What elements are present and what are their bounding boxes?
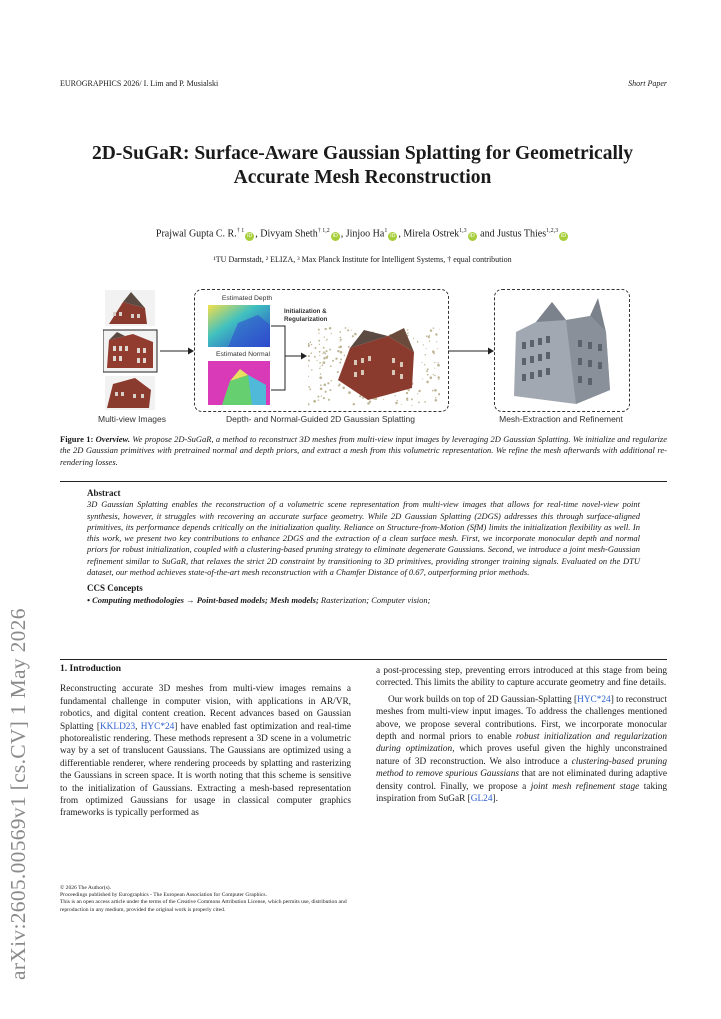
gaussian-point (426, 348, 427, 349)
gaussian-point (344, 355, 346, 357)
gaussian-point (436, 341, 437, 342)
gaussian-point (332, 360, 334, 362)
gaussian-point (417, 341, 419, 343)
gaussian-point (347, 329, 349, 331)
gaussian-point (318, 333, 319, 334)
depth-map-image (208, 305, 270, 347)
gaussian-point (411, 398, 413, 400)
gaussian-point (369, 400, 371, 402)
gaussian-point (430, 329, 433, 332)
gaussian-point (310, 352, 312, 354)
author-affiliation-mark: 1,3 (459, 228, 467, 234)
gaussian-point (434, 389, 437, 392)
gaussian-point (408, 389, 410, 391)
gaussian-point (320, 387, 323, 390)
gaussian-point (437, 376, 440, 379)
gaussian-point (324, 352, 326, 354)
gaussian-point (323, 397, 325, 399)
gaussian-point (326, 339, 328, 341)
gaussian-point (311, 344, 312, 345)
citation-link[interactable]: GL24 (470, 794, 493, 805)
gaussian-point (320, 366, 321, 367)
gaussian-point (311, 369, 313, 371)
gaussian-point (434, 368, 435, 369)
gaussian-point (308, 355, 310, 357)
running-header-right: Short Paper (628, 79, 667, 88)
view-thumbnail (105, 290, 155, 326)
gaussian-point (427, 369, 428, 370)
gaussian-point (318, 399, 319, 400)
caption-text: We propose 2D-SuGaR, a method to reconstruct 3D meshes from multi-view input images by leveraging 2D Gaussian Splatting. We initialize and regularize the 2D Gaussian primitives with pretrained normal and depth priors, and extract a mesh from this volumetric representation. We refine the mesh afterwards with additional re-rendering losses. (60, 434, 667, 467)
init-reg-line-1: Initialization & (284, 308, 327, 315)
gaussian-point (320, 373, 322, 375)
author-name: Prajwal Gupta C. R. (155, 228, 237, 240)
author-affiliation-mark: 1,2,3 (546, 228, 559, 234)
orcid-icon[interactable]: iD (390, 233, 396, 240)
gaussian-point (315, 347, 317, 349)
gaussian-point (383, 399, 384, 400)
gaussian-point (327, 382, 329, 384)
gaussian-point (317, 396, 319, 398)
right-stage-label: Mesh-Extraction and Refinement (499, 414, 623, 424)
gaussian-point (423, 344, 424, 345)
gaussian-point (318, 329, 320, 331)
gaussian-point (310, 341, 312, 343)
gaussian-point (407, 332, 409, 334)
gaussian-point (339, 383, 341, 385)
gaussian-point (318, 340, 320, 342)
gaussian-point (327, 355, 328, 356)
author-name: Jinjoo Ha (345, 228, 385, 240)
citation-link[interactable]: HYC*24 (140, 721, 175, 732)
gaussian-point (435, 397, 436, 398)
running-header-left: EUROGRAPHICS 2026/ I. Lim and P. Musialski (60, 79, 219, 88)
orcid-icon[interactable]: iD (469, 233, 475, 240)
gaussian-point (308, 386, 310, 388)
copyright-footer (60, 885, 352, 914)
gaussian-point (348, 346, 350, 348)
gaussian-point (345, 327, 347, 329)
gaussian-point (309, 389, 310, 390)
gaussian-point (338, 346, 340, 348)
gaussian-point (337, 351, 339, 353)
gaussian-point (438, 379, 439, 380)
gaussian-point (321, 396, 322, 397)
multi-view-label: Multi-view Images (97, 414, 167, 424)
ccs-bold: • Computing methodologies → Point-based models; Mesh models; (87, 594, 319, 605)
gaussian-point (340, 358, 342, 360)
gaussian-point (308, 376, 309, 377)
gaussian-point (422, 378, 423, 379)
gaussian-point (439, 329, 440, 330)
gaussian-point (328, 399, 330, 401)
gaussian-point (322, 353, 323, 354)
gaussian-point (330, 365, 332, 367)
divider (60, 659, 667, 660)
right-column (376, 665, 667, 805)
abstract-text: 3D Gaussian Splatting enables the reconstruction of a volumetric scene representation from multi-view images that allows for real-time novel-view point synthesis, however, it struggles with recovering an accurate surface geometry. While 2D Gaussian Splatting (2DGS) addresses this through surface-aligned primitives, its performance depends critically on the initialization quality. Reliance on Structure-from-Motion (SfM) limits the initialization flexibility as well. In this work, we present two key contributions to enhance 2DGS and the extraction of a clean surface mesh. First, we incorporate monocular depth and normal priors for robust initialization, coupled with a clustering-based pruning strategy to eliminate degenerate Gaussians. Second, we introduce a joint mesh-Gaussian refinement similar to SuGaR, that relaxes the strict 2D constraint by transitioning to 3D primitives, providing stronger training signals. Evaluated on the DTU dataset, our method achieves state-of-the-art mesh reconstruction with a Chamfer Distance of 0.67, outperforming prior methods. (87, 499, 640, 578)
gaussian-point (329, 349, 331, 351)
gaussian-point (433, 374, 434, 375)
gaussian-point (329, 389, 331, 391)
gaussian-point (425, 354, 426, 355)
author-name: and Justus Thies (480, 228, 547, 240)
footer-line: This is an open access article under the terms of the Creative Commons Attribution License, which permits use, distribution and reproduction in any medium, provided the original work is properly cited. (60, 899, 347, 913)
gaussian-point (437, 364, 440, 367)
gaussian-point (313, 400, 316, 403)
gaussian-point (323, 347, 325, 349)
title-line-1: 2D-SuGaR: Surface-Aware Gaussian Splatting for Geometrically (91, 143, 634, 164)
gaussian-point (329, 327, 332, 330)
author-affiliation-mark: 1 (384, 228, 388, 234)
left-column (60, 663, 351, 820)
merge-arrow-icon (271, 322, 307, 394)
gaussian-point (426, 335, 428, 337)
section-heading: 1. Introduction (60, 664, 122, 674)
gaussian-point (434, 375, 436, 377)
gaussian-point (437, 348, 438, 349)
gaussian-point (407, 329, 409, 331)
gaussian-point (413, 338, 414, 339)
init-reg-line-2: Regularization (284, 315, 328, 323)
gaussian-point (330, 380, 332, 382)
ccs-heading: CCS Concepts (87, 583, 143, 594)
gaussian-point (340, 337, 342, 339)
gaussian-point (342, 387, 345, 390)
gaussian-point (421, 362, 422, 363)
gaussian-point (424, 401, 426, 403)
divider (60, 481, 667, 482)
paper-title (40, 142, 685, 190)
title-line-2: Accurate Mesh Reconstruction (233, 167, 492, 188)
gaussian-point (433, 327, 435, 329)
extracted-mesh-image (506, 292, 620, 406)
gaussian-point (429, 340, 430, 341)
gaussian-point (340, 351, 343, 354)
gaussian-point (438, 393, 440, 395)
gaussian-point (323, 351, 325, 353)
intro-paragraph-2: Our work builds on top of 2D Gaussian-Splatting [HYC*24] to reconstruct meshes from multi-view input images. To address the challenges mentioned above, we propose several contributions. First, we incorporate monocular depth and normal priors to enable robust initialization and regularization during optimization, which proves useful given the highly unconstrained nature of 3D reconstruction. We also introduce a clustering-based pruning method to remove spurious Gaussians that are not eliminated during adaptive density control. Finally, we propose a joint mesh refinement stage taking inspiration from SuGaR [GL24]. (376, 694, 668, 805)
gaussian-point (319, 344, 320, 345)
ccs-rest: Rasterization; Computer vision; (318, 594, 431, 605)
gaussian-point (426, 370, 428, 372)
gaussian-point (339, 345, 342, 348)
intro-paragraph-1: Reconstructing accurate 3D meshes from multi-view images remains a fundamental challenge in computer vision, with applications in AR/VR, robotics, and digital content creation. Recent advances based on Gaussian Splatting [KKLD23, HYC*24] have enabled fast optimization and real-time photorealistic rendering. These methods represent a 3D scene in a volumetric way by a set of translucent Gaussians. The Gaussians are optimized using a differentiable renderer, where rendering proceeds by splatting and rasterizing the Gaussians in screen space. It is worth noting that this scheme is sensitive to the initialization of Gaussians. Extracting a mesh-based representation from optimized Gaussians for usage in classical computer graphics frameworks is typically performed as (60, 684, 351, 819)
gaussian-point (397, 400, 398, 401)
gaussian-point (435, 399, 438, 402)
gaussian-point (314, 356, 316, 358)
gaussian-point (406, 392, 408, 394)
author-affiliation-mark: † 1,2 (317, 228, 330, 234)
gaussian-point (426, 381, 429, 384)
estimated-normal-label: Estimated Normal (215, 351, 270, 358)
arrow-icon (160, 346, 194, 356)
estimated-depth-label: Estimated Depth (221, 295, 273, 302)
gaussian-point (320, 384, 322, 386)
affiliations: ¹TU Darmstadt, ² ELIZA, ³ Max Planck Institute for Intelligent Systems, † equal contribution (213, 255, 512, 264)
middle-stage-label: Depth- and Normal-Guided 2D Gaussian Splatting (226, 414, 415, 424)
gaussian-point (418, 390, 420, 392)
orcid-icon[interactable]: iD (332, 233, 338, 240)
gaussian-point (308, 365, 309, 367)
gaussian-point (325, 350, 327, 352)
normal-map-image (208, 361, 270, 405)
gaussian-point (348, 391, 351, 394)
gaussian-point (324, 337, 325, 338)
orcid-icon[interactable]: iD (560, 233, 567, 240)
gaussian-point (428, 336, 430, 338)
view-thumbnail (105, 376, 155, 410)
overview-figure (60, 288, 667, 428)
gaussian-point (424, 364, 425, 365)
gaussian-point (394, 395, 395, 396)
gaussian-point (319, 362, 321, 364)
gaussian-point (340, 339, 342, 341)
gaussian-point (319, 368, 320, 369)
author-affiliation-mark: † 1 (236, 228, 245, 234)
gaussian-point (395, 402, 398, 405)
gaussian-point (323, 357, 325, 359)
gaussian-point (401, 404, 402, 405)
gaussian-point (308, 344, 310, 347)
gaussian-point (324, 384, 327, 387)
gaussian-point (351, 330, 352, 331)
gaussian-point (339, 331, 341, 333)
footer-line: Proceedings published by Eurographics - The European Association for Computer Graphics. (60, 892, 267, 899)
orcid-icon[interactable]: iD (247, 233, 253, 240)
abstract-block (87, 488, 640, 606)
arrow-icon (448, 346, 494, 356)
gaussian-point (319, 376, 322, 379)
arxiv-stamp: arXiv:2605.00569v1 [cs.CV] 1 May 2026 (6, 608, 30, 980)
caption-strong: Overview. (95, 434, 131, 444)
ccs-concepts (87, 595, 640, 606)
gaussian-point (353, 403, 355, 405)
gaussian-point (406, 398, 408, 400)
gaussian-point (319, 351, 321, 353)
gaussian-point (354, 333, 357, 336)
gaussian-point (435, 333, 437, 335)
gaussian-point (308, 403, 310, 405)
author-list: Prajwal Gupta C. R.$^{\dagger 1}$iD , Divyam Sheth$^{\dagger 1,2}$iD , Jinjoo Ha$^1$iD , Mirela Ostrek$^{1,3}$iD and Justus Thies$^{1,2,3}$iD (155, 228, 567, 240)
citation-link[interactable]: HYC*24 (577, 694, 611, 705)
gaussian-point (337, 371, 339, 373)
gaussian-point (326, 340, 327, 341)
author-name: Mirela Ostrek (403, 228, 460, 240)
gaussian-point (325, 328, 327, 330)
figure-caption (60, 434, 667, 468)
intro-paragraph-1-continued: a post-processing step, preventing errors introduced at this stage from being corrected. This limits the ability to capture accurate geometry and fine details. (376, 666, 667, 689)
gaussian-point (317, 360, 318, 361)
gaussian-point (432, 390, 434, 392)
gaussian-point (325, 391, 327, 393)
gaussian-point (323, 361, 326, 364)
multi-view-thumbnails (103, 290, 158, 410)
gaussian-point (432, 350, 435, 353)
abstract-heading: Abstract (87, 488, 121, 498)
gaussian-point-cloud (308, 308, 440, 406)
gaussian-point (352, 335, 354, 337)
gaussian-point (322, 364, 324, 366)
gaussian-point (418, 402, 420, 404)
gaussian-point (427, 374, 429, 376)
gaussian-point (417, 393, 418, 394)
gaussian-point (437, 362, 438, 363)
gaussian-point (308, 360, 310, 362)
caption-label: Figure 1: (60, 434, 94, 444)
gaussian-point (429, 376, 432, 379)
citation-link[interactable]: KKLD23 (99, 721, 136, 732)
gaussian-point (411, 405, 412, 406)
gaussian-point (319, 355, 320, 356)
view-thumbnail (103, 330, 157, 372)
gaussian-point (434, 362, 435, 363)
gaussian-point (339, 362, 341, 364)
gaussian-point (331, 333, 332, 334)
footer-line: © 2026 The Author(s). (60, 885, 112, 891)
gaussian-point (339, 340, 340, 341)
gaussian-point (337, 358, 338, 359)
author-name: Divyam Sheth (260, 228, 318, 240)
